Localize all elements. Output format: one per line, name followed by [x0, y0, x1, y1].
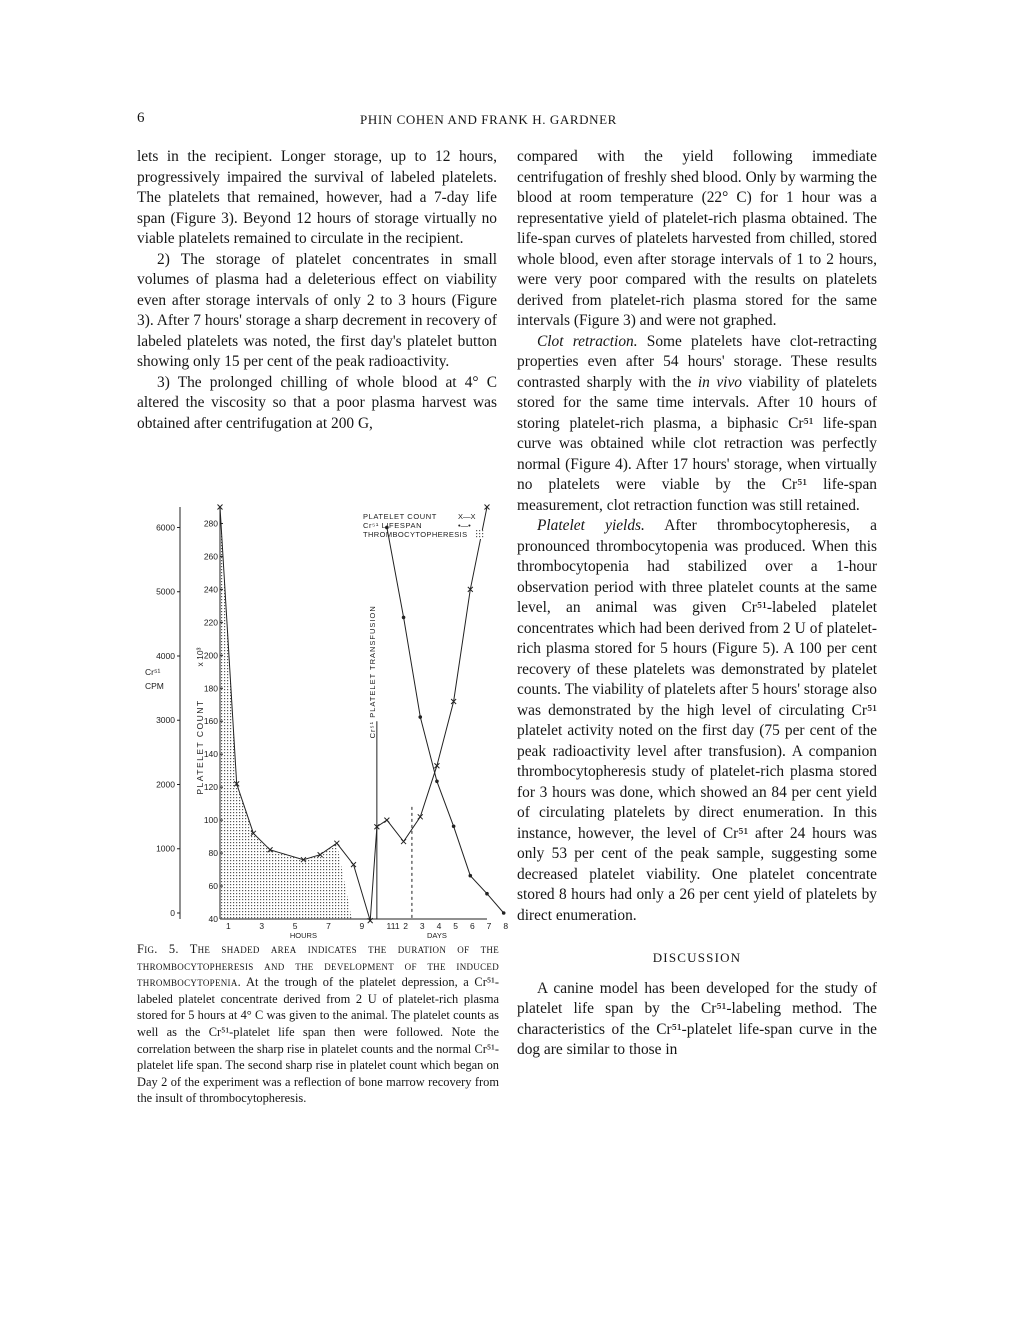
days-tick-label: 4: [436, 921, 442, 931]
days-tick-label: 6: [469, 921, 475, 931]
cpm-tick-label: 5000: [156, 586, 175, 597]
right-paragraph-1: compared with the yield following immediate centrifugation of freshly shed blood. Only by warming the blood at room temperature (22° C) for 1 hour was a representative yield of platelet-rich plasma obtained. The life-span curves of platelets harvested from chilled, stored whole blood, even after storage intervals of 1 to 2 hours, were very poor compared with the results on platelets derived from platelet-rich plasma stored for the same intervals (Figure 3) and were not graphed.: [517, 148, 877, 329]
platelet-tick-label: 60: [208, 881, 218, 892]
platelet-yields-heading: Platelet yields.: [537, 517, 645, 534]
platelet-axis-unit: x 10³: [195, 647, 205, 667]
days-tick-label: 5: [453, 921, 458, 931]
clot-text-post: viability of platelets stored for the same time intervals. After 10 hours of storing platelet-rich plasma, a biphasic Cr⁵¹ life-span curve was obtained while clot retraction was perfectly normal (Figure 4). After 17 hours' storage, when virtually no platelets were viable by the Cr⁵¹ life-span measurement, clot retraction function was still retained.: [517, 373, 877, 514]
platelet-tick-label: 80: [208, 848, 218, 859]
clot-retraction-heading: Clot retraction.: [537, 332, 638, 350]
hours-axis-title: HOURS: [289, 931, 317, 940]
platelet-tick-label: 180: [203, 683, 218, 694]
figure-caption: [137, 941, 499, 1107]
cpm-axis-title-line2: CPM: [145, 681, 164, 691]
clot-text-em: in vivo: [697, 373, 742, 391]
cr51-lifespan-point: [452, 824, 456, 828]
platelet-tick-label: 160: [203, 716, 218, 727]
transfusion-annotation: Cr⁵¹ PLATELET TRANSFUSION: [367, 605, 377, 739]
platelet-count-point: [384, 818, 389, 823]
platelet-tick-label: 140: [203, 749, 218, 760]
right-column: [517, 147, 877, 1061]
platelet-tick-label: 220: [203, 617, 218, 628]
cpm-tick-label: 2000: [156, 779, 175, 790]
hours-tick-label: 5: [292, 921, 298, 931]
days-axis-title: DAYS: [427, 931, 447, 940]
days-tick-label: 8: [503, 921, 509, 931]
cr51-lifespan-point: [469, 874, 473, 878]
left-paragraph-1: lets in the recipient. Longer storage, up to 12 hours, progressively impaired the survival of labeled platelets. The platelets that remained, however, had a 7-day life span (Figure 3). Beyond 12 hours of storage virtually no viable platelets remained to circulate in the recipient.: [137, 148, 497, 247]
platelet-tick-label: 280: [203, 518, 218, 529]
clot-retraction-paragraph: [517, 332, 877, 517]
discussion-paragraph: A canine model has been developed for the study of platelet life span by the Cr⁵¹-labeling method. The characteristics of the Cr⁵¹-platelet life-span curve in the dog are similar to those in: [517, 979, 877, 1058]
cpm-tick-label: 0: [170, 908, 175, 918]
cpm-tick-label: 3000: [156, 715, 175, 726]
left-column: [137, 147, 497, 434]
platelet-count-point: [401, 839, 406, 844]
cpm-tick-label: 6000: [156, 522, 175, 533]
discussion-heading: DISCUSSION: [652, 950, 742, 965]
running-header-authors: PHIN COHEN AND FRANK H. GARDNER: [360, 112, 617, 127]
cr51-lifespan-point: [502, 911, 506, 915]
cr51-lifespan-point: [485, 892, 489, 896]
platelet-tick-label: 200: [203, 650, 218, 661]
caption-lead: Fig. 5. The shaded area indicates the duration of the thrombocytopheresis and the development of the induced thrombocytopenia.: [137, 942, 499, 990]
cpm-axis-title-line1: Cr⁵¹: [145, 667, 161, 677]
legend-cr51-lifespan-symbol: •—•: [458, 521, 471, 530]
platelet-count-point: [351, 862, 356, 867]
hours-tick-label: 11: [390, 921, 400, 931]
platelet-tick-label: 100: [203, 815, 218, 826]
cr51-lifespan-point: [402, 616, 406, 620]
platelet-tick-label: 40: [208, 914, 218, 924]
platelet-tick-label: 260: [203, 551, 218, 562]
days-tick-label: 1: [386, 921, 392, 931]
legend-thrombocytopheresis-swatch: [475, 530, 484, 539]
legend-cr51-lifespan-label: Cr⁵¹ LIFESPAN: [363, 521, 423, 530]
platelet-yields-paragraph: [517, 516, 877, 926]
platelet-tick-label: 120: [203, 782, 218, 793]
days-tick-label: 7: [486, 921, 492, 931]
legend-thrombocytopheresis-label: THROMBOCYTOPHERESIS: [363, 530, 468, 539]
cpm-tick-label: 4000: [156, 650, 175, 661]
cr51-lifespan-point: [418, 715, 422, 719]
thrombocytopheresis-shaded-area: [220, 507, 352, 919]
hours-tick-label: 7: [326, 921, 331, 931]
platelet-tick-label: 240: [203, 584, 218, 595]
cpm-tick-label: 1000: [156, 843, 175, 854]
days-tick-label: 3: [419, 921, 425, 931]
yields-text: After thrombocytopheresis, a pronounced thrombocytopenia was produced. When this thrombocytopenia had stabilized over a 1-hour observation period with three platelet counts at the same level, an animal was given Cr⁵¹-labeled platelet concentrates which had been derived from 2 U of platelet-rich plasma stored for 5 hours (Figure 5). A 100 per cent recovery of these platelets was demonstrated by platelet counts. The viability of platelets after 5 hours' storage also was demonstrated by the high level of circulating Cr⁵¹ platelet activity noted on the first day (75 per cent of the peak radioactivity level after transfusion). A companion thrombocytopheresis study of platelet-rich plasma stored for 3 hours was done, which showed an 84 per cent yield of circulating platelets by direct enumeration. In this instance, however, the level of Cr⁵¹ after 24 hours was only 53 per cent of the peak sample, suggesting some decreased platelet viability. One platelet concentrate stored 8 hours had only a 26 per cent yield of platelets by direct enumeration.: [517, 517, 877, 924]
left-paragraph-3: 3) The prolonged chilling of whole blood at 4° C altered the viscosity so that a poor plasma harvest was obtained after centrifugation at 200 G,: [137, 373, 497, 432]
left-paragraph-2: 2) The storage of platelet concentrates in small volumes of plasma had a deleterious effect on viability even after storage intervals of only 2 to 3 hours (Figure 3). After 7 hours' storage a sharp decrement in recovery of labeled platelets was noted, the first day's platelet button showing only 15 per cent of the peak radioactivity.: [137, 250, 497, 370]
page-number: 6: [137, 110, 145, 126]
days-tick-label: 2: [403, 921, 408, 931]
platelet-count-point: [418, 814, 423, 819]
hours-tick-label: 9: [359, 921, 365, 931]
legend-platelet-count-label: PLATELET COUNT: [363, 512, 437, 521]
figure-5-chart: [137, 497, 509, 940]
clot-text-pre: Some platelets have clot-retracting properties even after 54 hours' storage. These results contrasted sharply with the: [517, 332, 877, 391]
legend-platelet-count-symbol: X—X: [458, 512, 476, 521]
hours-tick-label: 1: [225, 921, 231, 931]
caption-body: At the trough of the platelet depression, a Cr⁵¹-labeled platelet concentrate derived from 2 U of platelet-rich plasma stored for 5 hours at 4° C was given to the animal. The platelet counts as well as the Cr⁵¹-platelet life span then were followed. Note the correlation between the sharp rise in platelet counts and the normal Cr⁵¹-platelet life span. The second sharp rise in platelet count which began on Day 2 of the experiment was a reflection of bone marrow recovery from the insult of thrombocytopheresis.: [137, 975, 499, 1106]
cr51-lifespan-line: [387, 528, 504, 914]
hours-tick-label: 3: [259, 921, 265, 931]
cr51-lifespan-point: [435, 779, 439, 783]
platelet-axis-title: PLATELET COUNT: [195, 699, 205, 795]
